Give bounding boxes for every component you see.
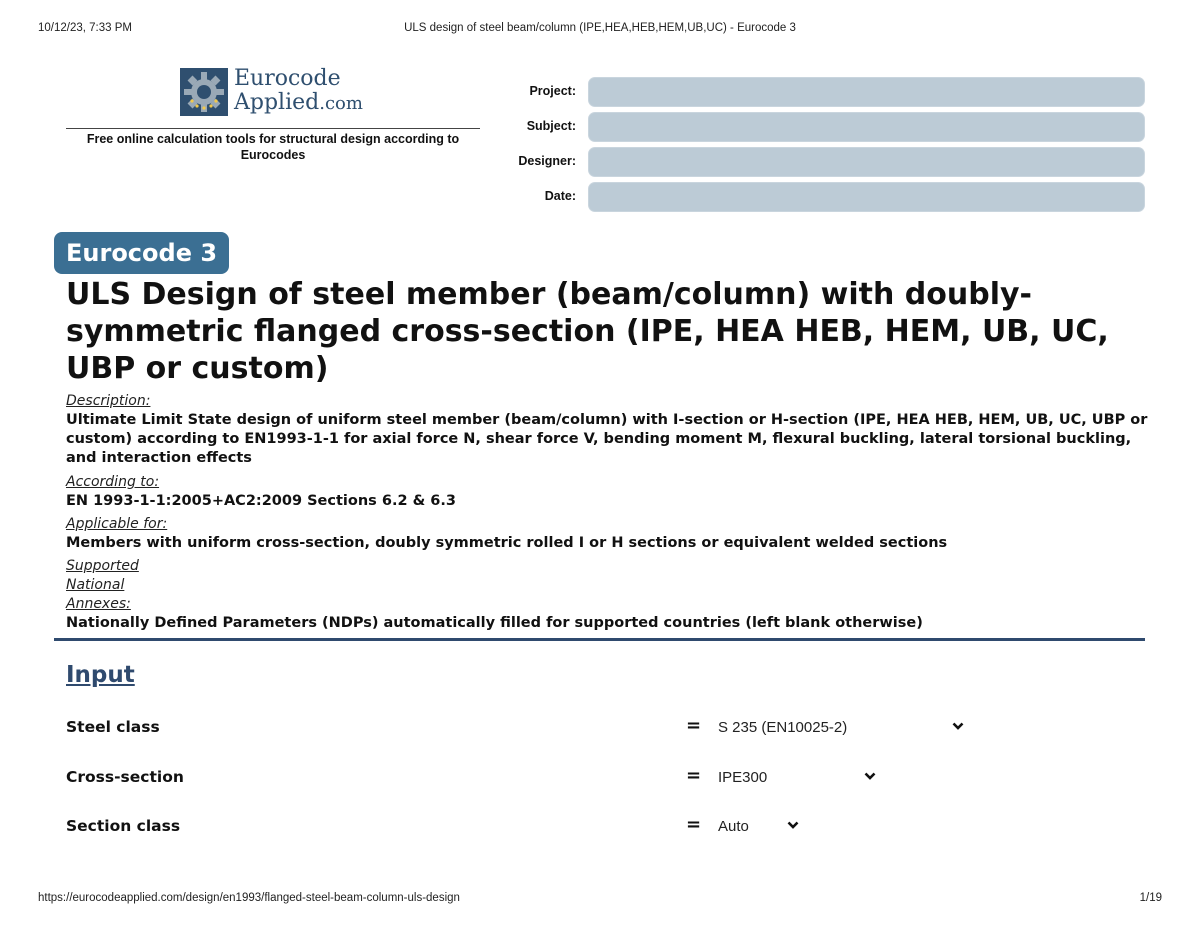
- subject-input[interactable]: [588, 112, 1145, 142]
- description-text: Ultimate Limit State design of uniform steel member (beam/column) with I-section or H-section (IPE, HEA HEB, HEM, UB, UC, UBP or custom) according to EN1993-1-1 for axial force N, shear force V, bending moment M, flexural buckling, lateral torsional buckling, and interaction effects: [66, 412, 1148, 466]
- print-url[interactable]: https://eurocodeapplied.com/design/en1993/flanged-steel-beam-column-uls-design: [38, 892, 460, 904]
- steel-class-label: Steel class: [66, 718, 160, 736]
- according-block: [66, 473, 1156, 511]
- equals-sign: =: [686, 765, 702, 786]
- steel-class-row: [66, 715, 1146, 741]
- date-input[interactable]: [588, 182, 1145, 212]
- applicable-label: Applicable for:: [66, 516, 168, 532]
- description-label: Description:: [66, 393, 151, 409]
- according-text: EN 1993-1-1:2005+AC2:2009 Sections 6.2 & 6.3: [66, 493, 456, 509]
- print-page-title: ULS design of steel beam/column (IPE,HEA,HEB,HEM,UB,UC) - Eurocode 3: [404, 22, 796, 34]
- cross-section-row: [66, 765, 1146, 791]
- project-label: Project:: [529, 84, 576, 98]
- date-label: Date:: [544, 189, 576, 203]
- section-class-row: [66, 814, 1146, 840]
- subject-label: Subject:: [526, 119, 576, 133]
- print-page-number: 1/19: [1139, 892, 1162, 904]
- designer-label: Designer:: [518, 154, 576, 168]
- print-datetime: 10/12/23, 7:33 PM: [38, 22, 132, 34]
- page-title: ULS Design of steel member (beam/column) with doubly-symmetric flanged cross-section (IPE, HEA HEB, HEM, UB, UC, UBP or custom): [66, 277, 1109, 386]
- according-label: According to:: [66, 474, 160, 490]
- cross-section-select[interactable]: IPE300: [718, 769, 768, 786]
- equals-sign: =: [686, 715, 702, 736]
- input-heading: Input: [66, 662, 135, 688]
- tagline-divider: [66, 128, 480, 129]
- logo-line-2: Applied: [234, 90, 320, 115]
- equals-sign: =: [686, 814, 702, 835]
- logo-suffix: .com: [319, 93, 363, 114]
- project-input[interactable]: [588, 77, 1145, 107]
- eurocode-badge: Eurocode 3: [54, 232, 229, 274]
- print-footer: [38, 892, 1162, 904]
- annexes-label-2: National: [66, 577, 125, 593]
- description-block: [66, 392, 1156, 468]
- designer-input[interactable]: [588, 147, 1145, 177]
- section-divider: [54, 638, 1145, 641]
- chevron-down-icon[interactable]: [787, 820, 799, 830]
- annexes-text: Nationally Defined Parameters (NDPs) automatically filled for supported countries (left blank otherwise): [66, 615, 923, 631]
- tagline: Free online calculation tools for structural design according to Eurocodes: [86, 132, 460, 162]
- gear-stars-icon: [180, 68, 228, 116]
- steel-class-select[interactable]: S 235 (EN10025-2): [718, 719, 848, 736]
- section-class-select[interactable]: Auto: [718, 818, 749, 835]
- annexes-label-1: Supported: [66, 558, 139, 574]
- annexes-label-3: Annexes:: [66, 596, 131, 612]
- print-header: [38, 22, 1162, 36]
- logo-line-1: Eurocode: [234, 66, 341, 91]
- chevron-down-icon[interactable]: [864, 771, 876, 781]
- applicable-text: Members with uniform cross-section, doubly symmetric rolled I or H sections or equivalent welded sections: [66, 535, 948, 551]
- chevron-down-icon[interactable]: [952, 721, 964, 731]
- section-class-label: Section class: [66, 817, 181, 835]
- applicable-block: [66, 515, 1156, 553]
- cross-section-label: Cross-section: [66, 768, 184, 786]
- logo-wordmark: [234, 67, 363, 116]
- annexes-block: [66, 557, 1156, 633]
